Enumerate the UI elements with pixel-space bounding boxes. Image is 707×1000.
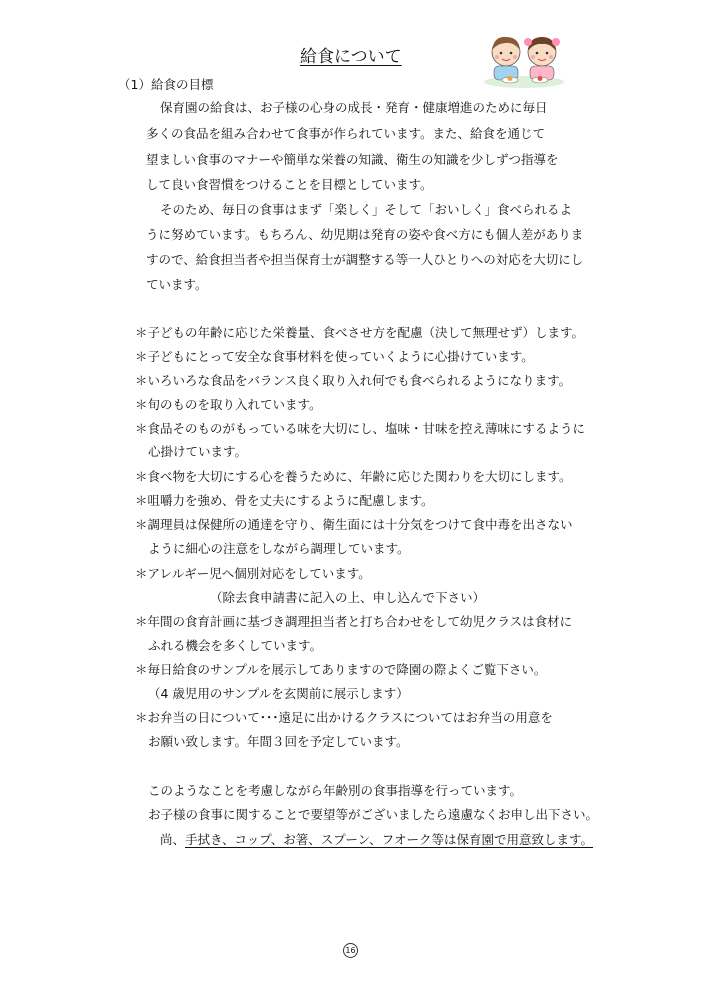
- final-note: [160, 832, 593, 848]
- closing-line: このようなことを考慮しながら年齢別の食事指導を行っています。: [148, 783, 523, 798]
- final-note-prefix: 尚、: [160, 832, 186, 847]
- list-item: ＊子どもにとって安全な食事材料を使っていくように心掛けています。: [135, 349, 534, 364]
- intro-line: そのため、毎日の食事はまず「楽しく」そして「おいしく」食べられるよ: [160, 202, 573, 217]
- intro-line: すので、給食担当者や担当保育士が調整する等一人ひとりへの対応を大切にし: [146, 252, 584, 267]
- list-item: ＊咀嚼力を強め、骨を丈夫にするように配慮します。: [135, 493, 434, 508]
- intro-line: 保育園の給食は、お子様の心身の成長・発育・健康増進のために毎日: [160, 100, 548, 115]
- list-item: ＊調理員は保健所の通達を守り、衛生面には十分気をつけて食中毒を出さない: [135, 517, 573, 532]
- list-item: ＊食品そのものがもっている味を大切にし、塩味・甘味を控え薄味にするように: [135, 421, 586, 436]
- intro-line: して良い食習慣をつけることを目標としています。: [146, 177, 433, 192]
- list-item-note: （除去食申請書に記入の上、申し込んで下さい）: [210, 590, 486, 605]
- list-item: ＊年間の食育計画に基づき調理担当者と打ち合わせをして幼児クラスは食材に: [135, 614, 573, 629]
- intro-line: 望ましい食事のマナーや簡単な栄養の知識、衛生の知識を少しずつ指導を: [146, 152, 559, 167]
- intro-line: 多くの食品を組み合わせて食事が作られています。また、給食を通じて: [146, 126, 546, 141]
- list-item: ＊子どもの年齢に応じた栄養量、食べさせ方を配慮（決して無理せず）します。: [135, 325, 585, 340]
- list-item-note: （4 歳児用のサンプルを玄関前に展示します）: [148, 686, 409, 701]
- list-item: ＊毎日給食のサンプルを展示してありますので降園の際よくご覧下さい。: [135, 662, 547, 677]
- intro-line: ています。: [146, 277, 208, 292]
- list-item: ＊いろいろな食品をバランス良く取り入れ何でも食べられるようになります。: [135, 373, 572, 388]
- closing-line: お子様の食事に関することで要望等がございましたら遠慮なくお申し出下さい。: [148, 807, 599, 822]
- list-item-continuation: 心掛けています。: [148, 444, 248, 459]
- section-heading: （1）給食の目標: [118, 77, 214, 92]
- list-item-continuation: お願い致します。年間３回を予定しています。: [148, 734, 409, 749]
- list-item: ＊お弁当の日について･･･遠足に出かけるクラスについてはお弁当の用意を: [135, 710, 553, 725]
- children-eating-illustration: [482, 32, 566, 88]
- final-note-underlined: 手拭き、コップ、お箸、スプーン、フオーク等は保育園で用意致します。: [185, 832, 594, 847]
- list-item-continuation: ふれる機会を多くしています。: [148, 638, 323, 653]
- page-number: 16: [343, 943, 358, 958]
- page-title: 給食について: [300, 47, 402, 67]
- intro-line: うに努めています。もちろん、幼児期は発育の姿や食べ方にも個人差がありま: [146, 227, 584, 242]
- list-item: ＊旬のものを取り入れています。: [135, 397, 322, 412]
- list-item: ＊アレルギー児へ個別対応をしています。: [135, 566, 371, 581]
- list-item-continuation: ように細心の注意をしながら調理しています。: [148, 541, 410, 556]
- list-item: ＊食べ物を大切にする心を養うために、年齢に応じた関わりを大切にします。: [135, 469, 572, 484]
